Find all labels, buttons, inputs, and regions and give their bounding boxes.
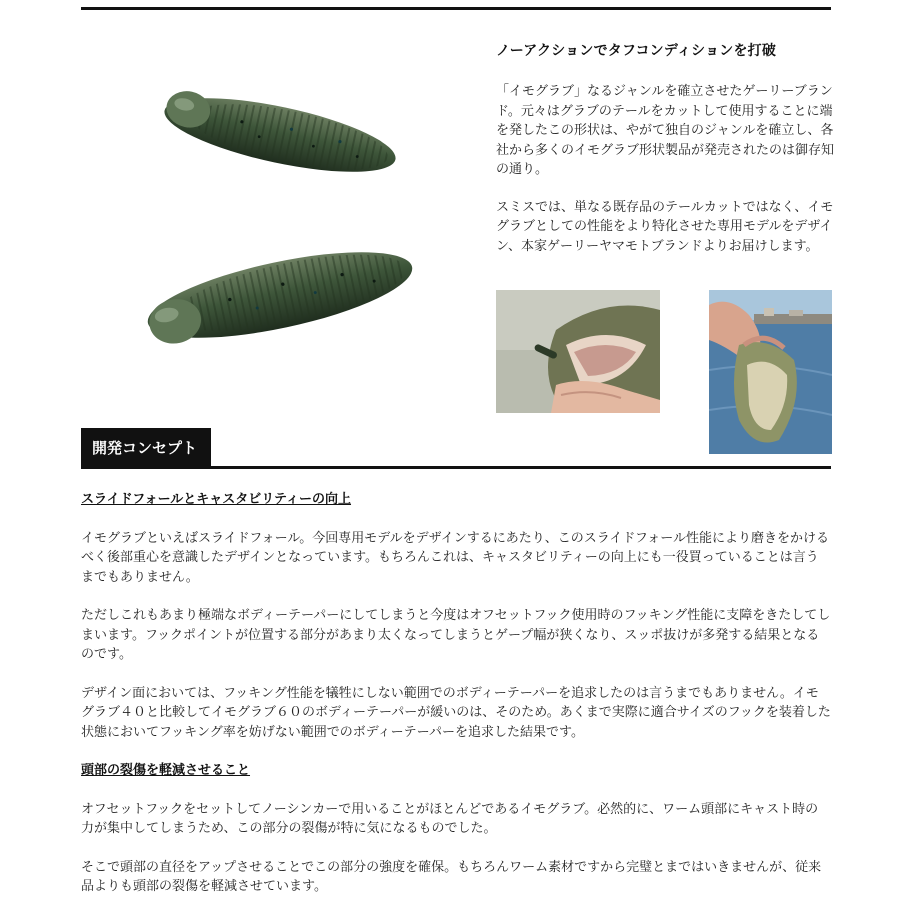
subheading: 頭部の裂傷を軽減させること: [81, 763, 251, 778]
body-paragraph: ただしこれもあまり極端なボディーテーパーにしてしまうと今度はオフセットフック使用時のフッキング性能に支障をきたしてしまいます。フックポイントが位置する部分があまり太くなってしまうとゲープ幅が狭くなり、スッポ抜けが多発する結果となるのです。: [81, 608, 831, 662]
body-paragraph: そこで頭部の直径をアップさせることでこの部分の強度を確保。もちろんワーム素材ですから完璧とまではいきませんが、従来品よりも頭部の裂傷を軽減させています。: [81, 859, 822, 894]
bass-photo-closeup: [496, 290, 660, 413]
body-paragraph: デザイン面においては、フッキング性能を犠牲にしない範囲でのボディーテーパーを追求したのは言うまでもありません。イモグラブ４０と比較してイモグラブ６０のボディーテーパーが緩いのは、そのため。あくまで実際に適合サイズのフックを装着した状態においてフッキング率を妨げない範囲でのボディーテーパーを追求した結果です。: [81, 685, 831, 740]
intro-paragraph: スミスでは、単なる既存品のテールカットではなく、イモグラブとしての性能をより特化させた専用モデルをデザイン、本家ゲーリーヤマモトブランドよりお届けします。: [496, 199, 834, 254]
body-paragraph: オフセットフックをセットしてノーシンカーで用いることがほとんどであるイモグラブ。必然的に、ワーム頭部にキャスト時の力が集中してしまうため、この部分の裂傷が特に気になるものでした。: [81, 801, 819, 836]
top-divider: [81, 7, 831, 10]
section-header: 開発コンセプト: [81, 428, 211, 468]
intro-block: [496, 40, 836, 274]
intro-title: ノーアクションでタフコンディションを打破: [496, 43, 777, 59]
section-divider: [81, 466, 831, 469]
intro-paragraph: 「イモグラブ」なるジャンルを確立させたゲーリーブランド。元々はグラブのテールをカットして使用することに端を発したこの形状は、やがて独自のジャンルを確立し、各社から多くのイモグラブ形状製品が発売されたのは御存知の通り。: [496, 84, 835, 177]
concept-body: [81, 490, 831, 916]
lure-lower: [141, 235, 419, 356]
product-image: [120, 70, 440, 370]
bass-photo-angler: [709, 290, 832, 454]
lure-upper: [159, 83, 401, 187]
subheading: スライドフォールとキャスタビリティーの向上: [81, 492, 352, 507]
body-paragraph: イモグラブといえばスライドフォール。今回専用モデルをデザインするにあたり、このスライドフォール性能により磨きをかけるべく後部重心を意識したデザインとなっています。もちろんこれは、キャスタビリティーの向上にも一役買っていることは言うまでもありません。: [81, 530, 830, 585]
